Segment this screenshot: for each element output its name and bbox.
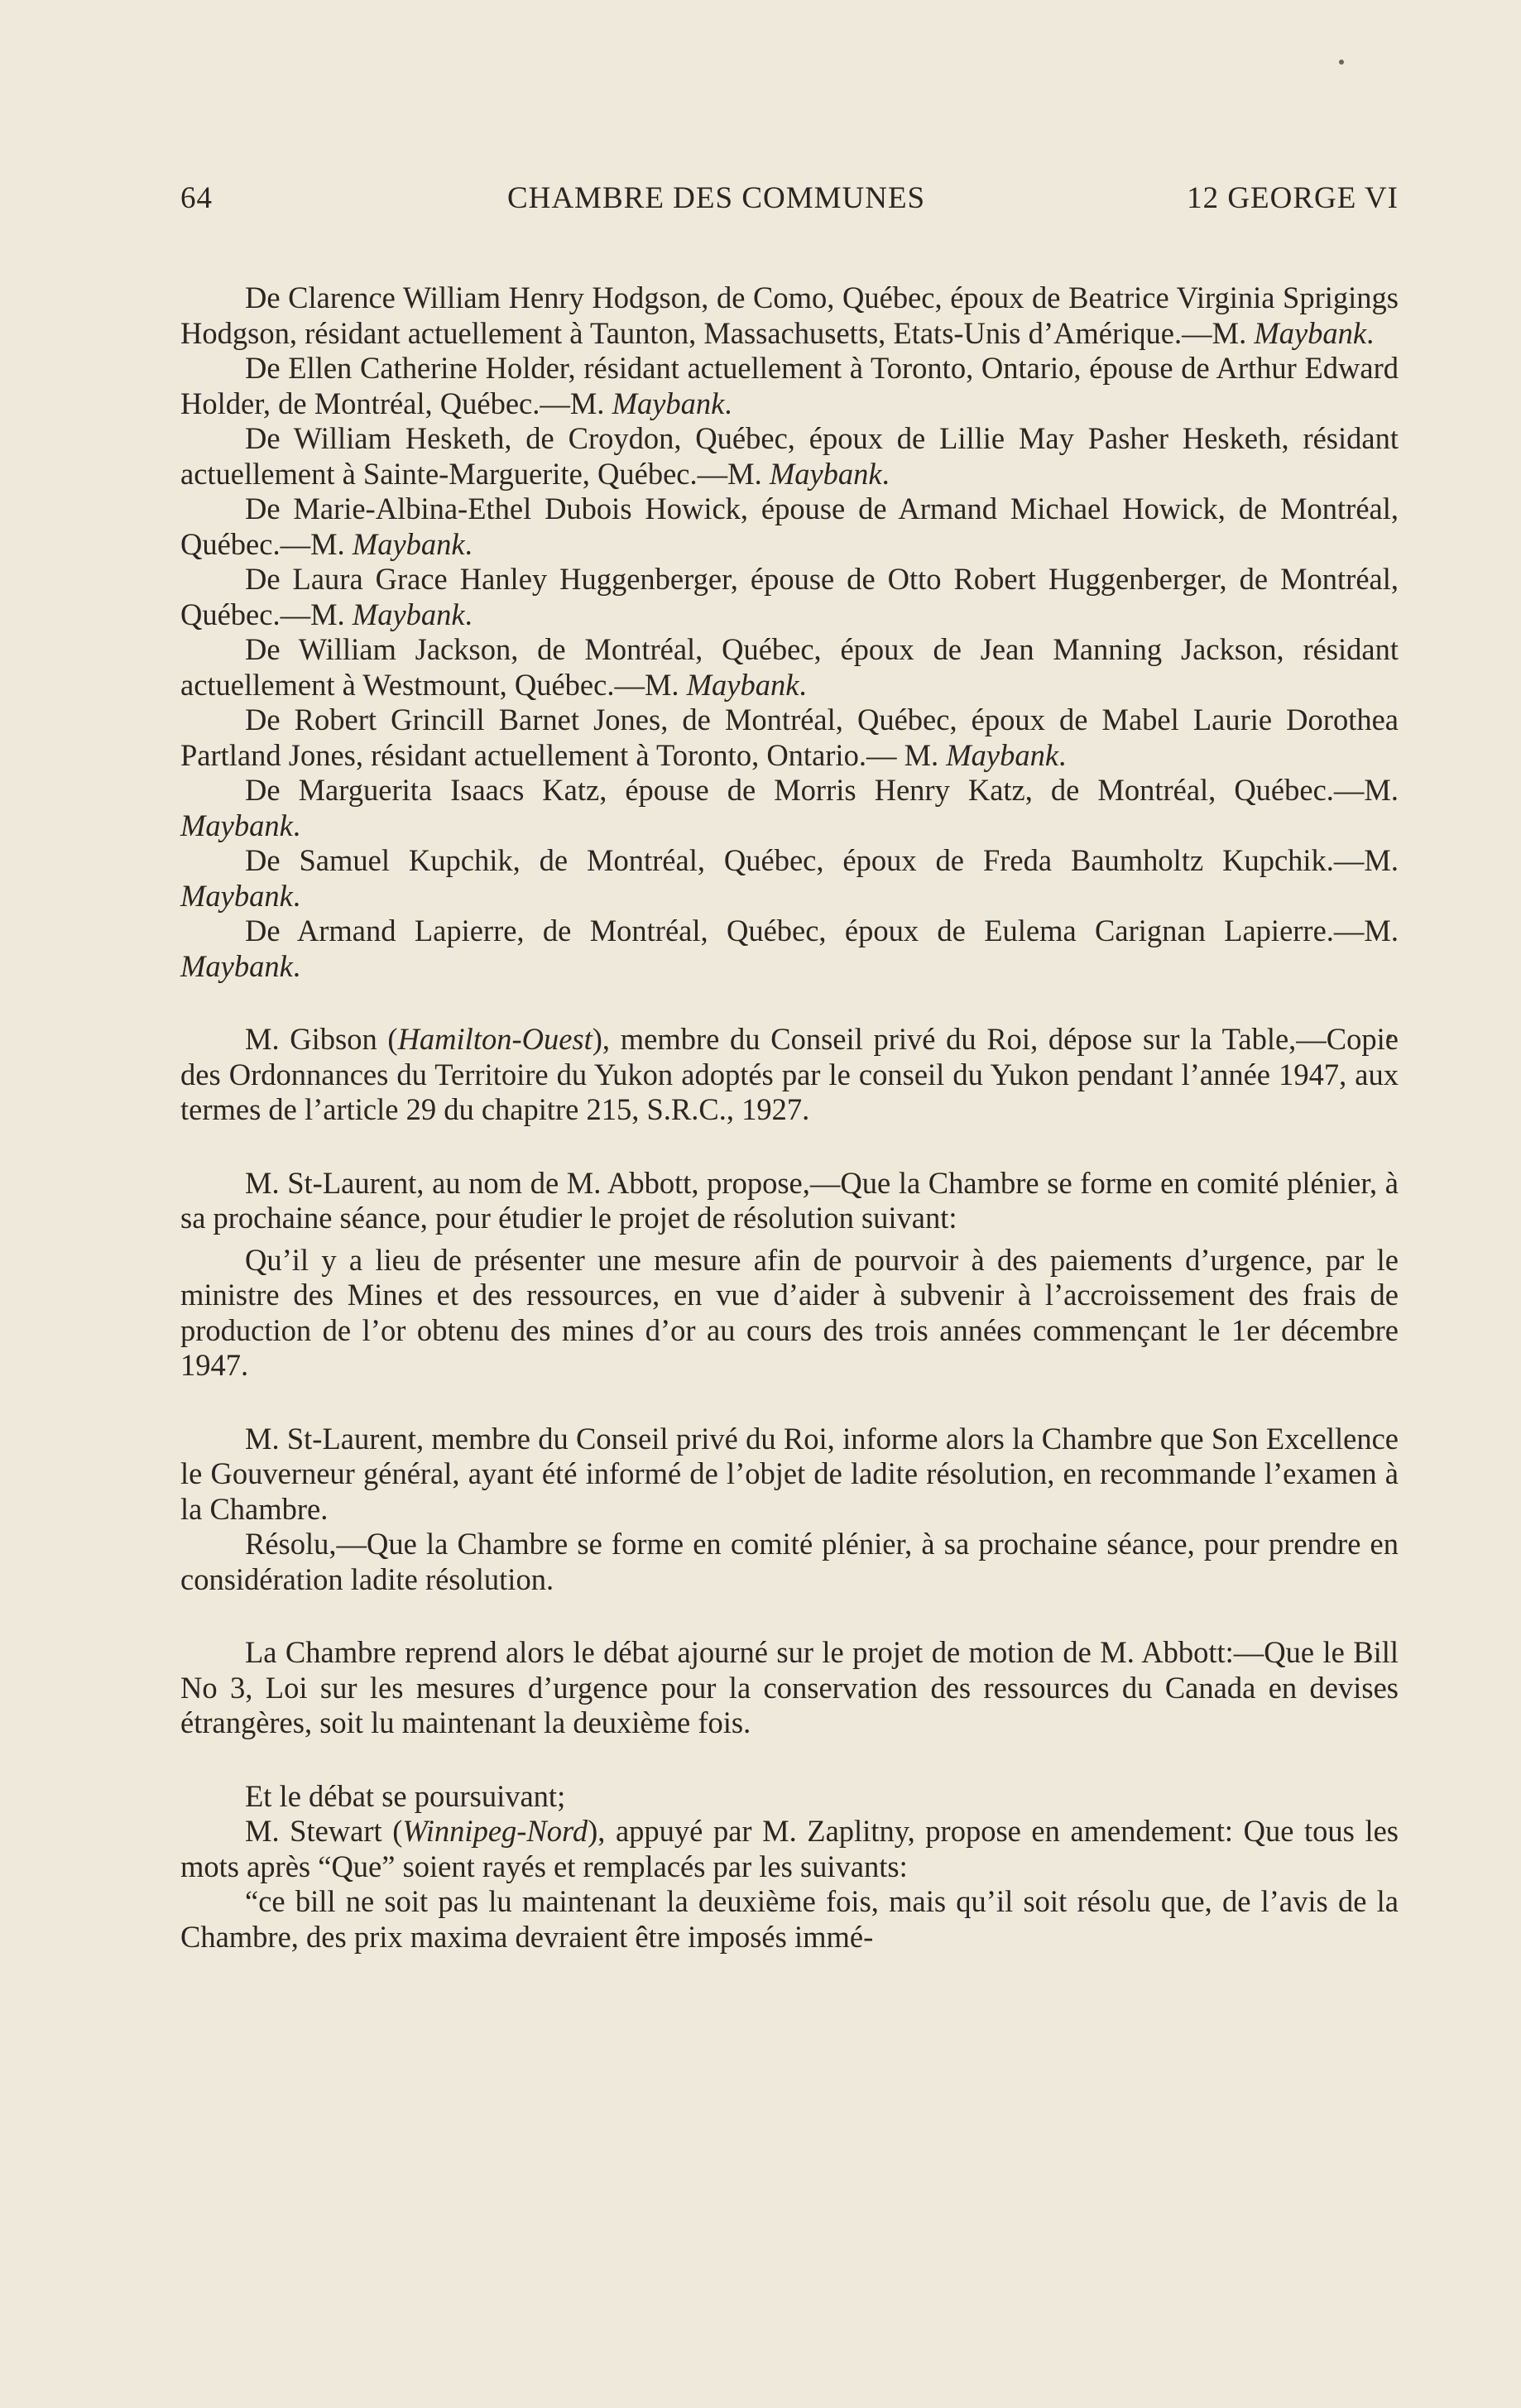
amendment-quote: “ce bill ne soit pas lu maintenant la deuxième fois, mais qu’il soit résolu que, de l’avis de la Chambre, des prix maxima devraient être imposés immé- [180, 1884, 1399, 1954]
petition-entry: De Armand Lapierre, de Montréal, Québec, époux de Eulema Carignan Lapierre.—M. Maybank. [180, 914, 1399, 983]
petition-entry: De Samuel Kupchik, de Montréal, Québec, époux de Freda Baumholtz Kupchik.—M. Maybank. [180, 843, 1399, 913]
riding-name: Winnipeg-Nord [402, 1814, 588, 1848]
debate-paragraph: La Chambre reprend alors le débat ajourné sur le projet de motion de M. Abbott:—Que le Bill No 3, Loi sur les mesures d’urgence pour la conservation des ressources du Canada en devises étrangères, soit lu maintenant la deuxième fois. [180, 1635, 1399, 1739]
riding-name: Hamilton-Ouest [397, 1022, 593, 1056]
debate-continuing: Et le débat se poursuivant; [245, 1778, 566, 1813]
journal-page [180, 180, 1399, 1955]
recommendation-paragraph: M. St-Laurent, membre du Conseil privé du Roi, informe alors la Chambre que Son Excellence le Gouverneur général, ayant été informé de l’objet de ladite résolution, en recommande l’examen à la Chambre. [180, 1421, 1399, 1526]
gibson-paragraph: M. Gibson (Hamilton-Ouest), membre du Conseil privé du Roi, dépose sur la Table,—Copie des Ordonnances du Territoire du Yukon adoptés par le conseil du Yukon pendant l’année 1947, aux termes de l’article 29 du chapitre 215, S.R.C., 1927. [180, 1022, 1399, 1126]
gibson-tabling [180, 1022, 1399, 1128]
petition-entry: De Robert Grincill Barnet Jones, de Montréal, Québec, époux de Mabel Laurie Dorothea Partland Jones, résidant actuellement à Toronto, Ontario.— M. Maybank. [180, 703, 1399, 772]
petition-entry: De Marie-Albina-Ethel Dubois Howick, épouse de Armand Michael Howick, de Montréal, Québec.—M. Maybank. [180, 492, 1399, 561]
running-header [180, 180, 1399, 216]
journal-title: CHAMBRE DES COMMUNES [506, 181, 926, 215]
petition-entry: De Marguerita Isaacs Katz, épouse de Morris Henry Katz, de Montréal, Québec.—M. Maybank. [180, 773, 1399, 842]
petition-entry: De Ellen Catherine Holder, résidant actuellement à Toronto, Ontario, épouse de Arthur Edward Holder, de Montréal, Québec.—M. Maybank. [180, 351, 1399, 420]
petition-entry: De William Hesketh, de Croydon, Québec, époux de Lillie May Pasher Hesketh, résidant actuellement à Sainte-Marguerite, Québec.—M. Maybank. [180, 421, 1399, 491]
st-laurent-motion [180, 1166, 1399, 1384]
amendment-paragraph: M. Stewart (Winnipeg-Nord), appuyé par M. Zaplitny, propose en amendement: Que tous les mots après “Que” soient rayés et remplacés par les suivants: [180, 1814, 1399, 1883]
divorce-petitions [180, 281, 1399, 984]
royal-recommendation [180, 1422, 1399, 1598]
speck-top [1339, 60, 1344, 65]
resolution-text: Qu’il y a lieu de présenter une mesure afin de pourvoir à des paiements d’urgence, par le ministre des Mines et des ressources, en vue d’aider à subvenir à l’accroissement des frais de production de l’or obtenu des mines d’or au cours des trois années commençant le 1er décembre 1947. [180, 1242, 1399, 1382]
page-number: 64 [180, 181, 213, 215]
petition-entry: De Clarence William Henry Hodgson, de Como, Québec, époux de Beatrice Virginia Sprigings Hodgson, résidant actuellement à Taunton, Massachusetts, Etats-Unis d’Amérique.—M. Maybank. [180, 281, 1399, 350]
motion-intro: M. St-Laurent, au nom de M. Abbott, propose,—Que la Chambre se forme en comité plénier, à sa prochaine séance, pour étudier le projet de résolution suivant: [180, 1165, 1399, 1235]
reign-year: 12 GEORGE VI [1187, 181, 1399, 215]
resolved-paragraph: Résolu,—Que la Chambre se forme en comité plénier, à sa prochaine séance, pour prendre en considération ladite résolution. [180, 1527, 1399, 1596]
petition-entry: De Laura Grace Hanley Huggenberger, épouse de Otto Robert Huggenberger, de Montréal, Québec.—M. Maybank. [180, 562, 1399, 631]
stewart-amendment [180, 1779, 1399, 1955]
petition-entry: De William Jackson, de Montréal, Québec, époux de Jean Manning Jackson, résidant actuellement à Westmount, Québec.—M. Maybank. [180, 632, 1399, 702]
adjourned-debate [180, 1635, 1399, 1741]
